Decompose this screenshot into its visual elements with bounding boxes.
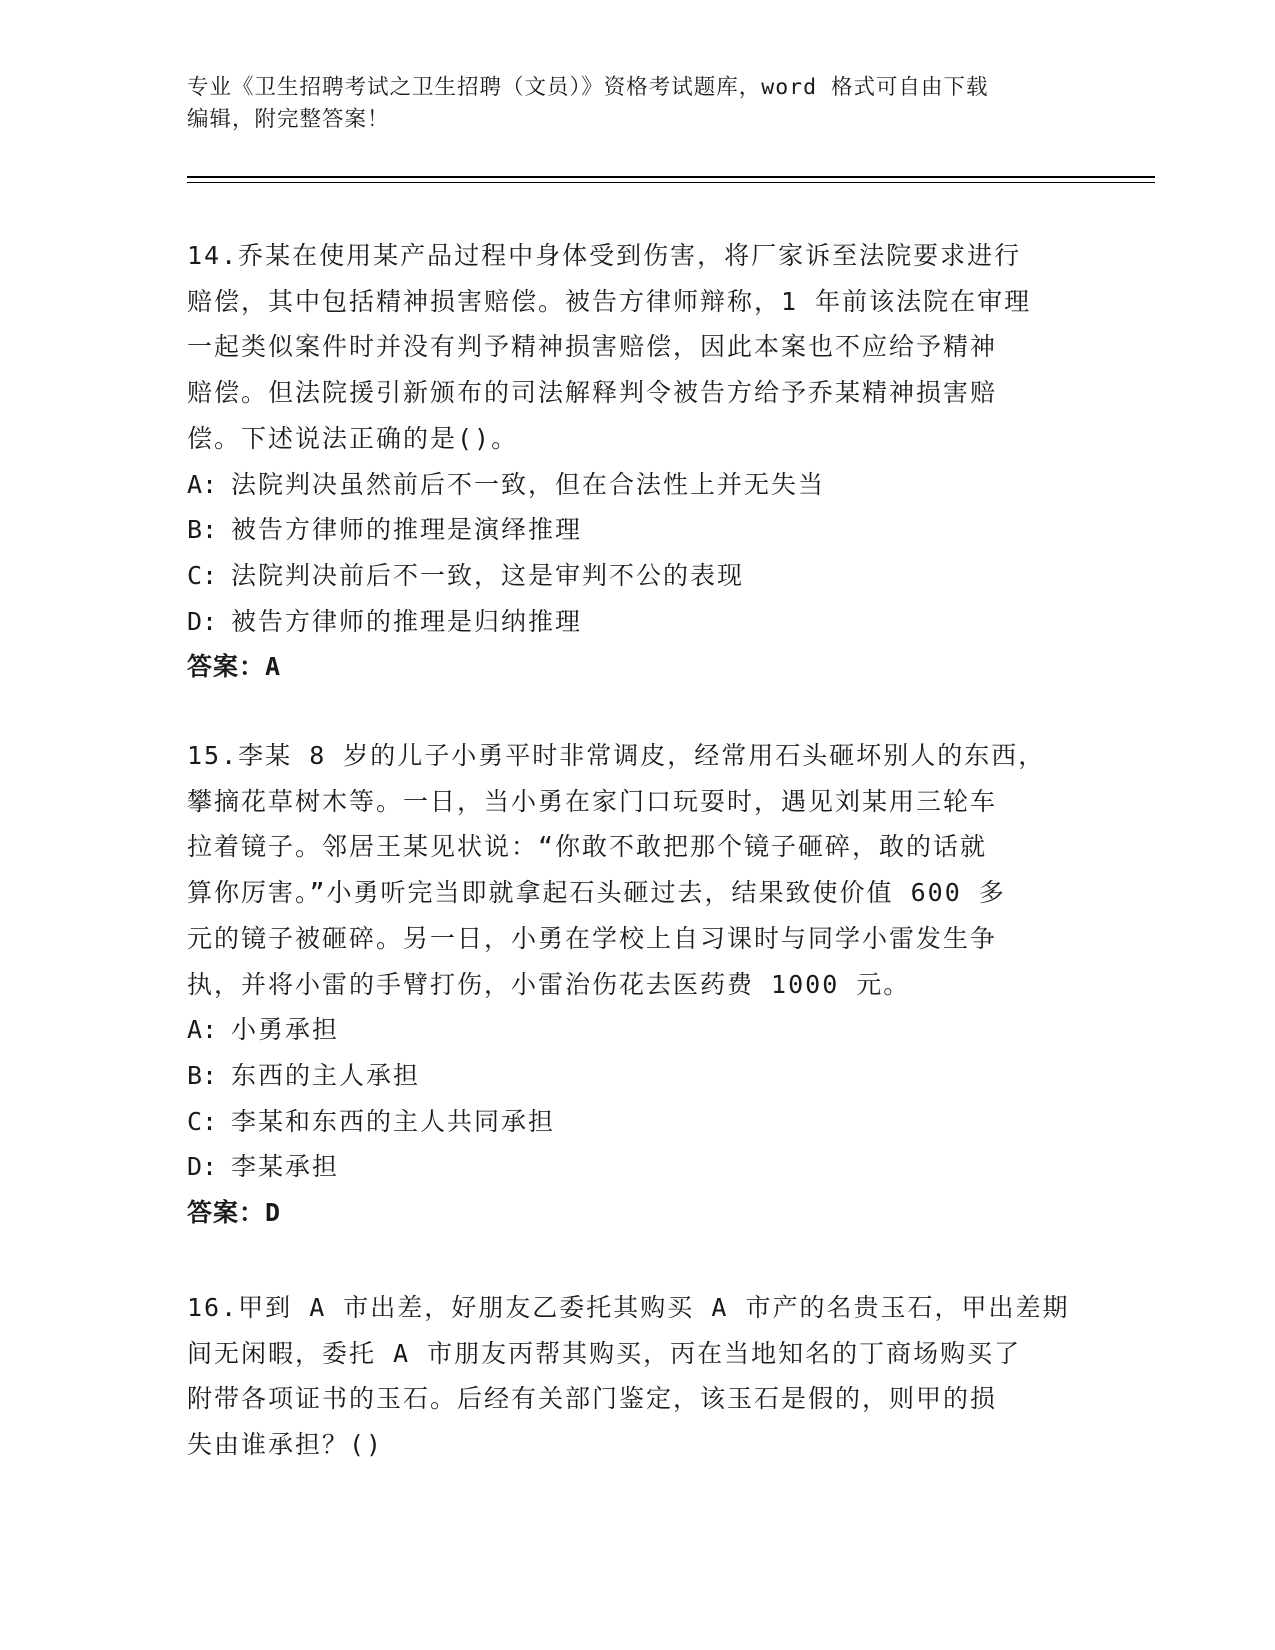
question-stem-line: 附带各项证书的玉石。后经有关部门鉴定，该玉石是假的，则甲的损 [187,1384,998,1414]
option-text: 李某承担 [231,1152,340,1182]
option-letter: A: [187,469,218,499]
option-text: 小勇承担 [231,1015,340,1045]
option-d [187,1144,1087,1190]
option-letter: A: [187,1015,218,1045]
question-stem-line: 16.甲到 A 市出差，好朋友乙委托其购买 A 市产的名贵玉石，甲出差期 [187,1293,1070,1322]
question-15 [187,733,1087,1236]
question-stem-line: 拉着镜子。邻居王某见状说：“你敢不敢把那个镜子砸碎，敢的话就 [187,832,988,862]
option-text: 法院判决前后不一致，这是审判不公的表现 [231,560,745,590]
option-text: 被告方律师的推理是演绎推理 [231,515,583,545]
answer-label: 答案：A [187,652,282,682]
option-b [187,507,1087,553]
option-letter: D: [187,1152,218,1182]
option-d [187,599,1087,645]
option-text: 法院判决虽然前后不一致，但在合法性上并无失当 [231,469,826,499]
question-stem-line: 攀摘花草树木等。一日，当小勇在家门口玩耍时，遇见刘某用三轮车 [187,786,998,816]
option-letter: C: [187,1106,218,1136]
option-b [187,1053,1087,1099]
question-stem-line: 算你厉害。”小勇听完当即就拿起石头砸过去，结果致使价值 600 多 [187,878,1006,908]
option-text: 东西的主人承担 [231,1060,421,1090]
option-a [187,1007,1087,1053]
question-16 [187,1285,1087,1468]
option-letter: C: [187,560,218,590]
header-divider-thin [187,182,1155,183]
question-stem-line: 一起类似案件时并没有判予精神损害赔偿，因此本案也不应给予精神 [187,332,998,362]
option-letter: D: [187,606,218,636]
option-c [187,553,1087,599]
option-a [187,462,1087,508]
answer-label: 答案：D [187,1198,282,1228]
header-divider-thick [187,176,1155,178]
question-stem-line: 间无闲暇，委托 A 市朋友丙帮其购买，丙在当地知名的丁商场购买了 [187,1338,1022,1368]
question-stem-line: 15.李某 8 岁的儿子小勇平时非常调皮，经常用石头砸坏别人的东西， [187,741,1046,770]
question-stem-line: 14.乔某在使用某产品过程中身体受到伤害，将厂家诉至法院要求进行 [187,241,1022,270]
option-text: 李某和东西的主人共同承担 [231,1106,556,1136]
question-stem-line: 赔偿，其中包括精神损害赔偿。被告方律师辩称，1 年前该法院在审理 [187,286,1032,316]
header-line-1: 专业《卫生招聘考试之卫生招聘（文员）》资格考试题库，word 格式可自由下载 [187,75,989,100]
question-stem-line: 执，并将小雷的手臂打伤，小雷治伤花去医药费 1000 元。 [187,969,911,999]
question-14 [187,233,1087,690]
document-header [187,72,1087,136]
option-letter: B: [187,1060,218,1090]
option-letter: B: [187,515,218,545]
question-stem-line: 偿。下述说法正确的是()。 [187,423,519,453]
option-c [187,1099,1087,1145]
question-stem-line: 元的镜子被砸碎。另一日，小勇在学校上自习课时与同学小雷发生争 [187,923,998,953]
question-stem-line: 失由谁承担？() [187,1430,384,1460]
question-stem-line: 赔偿。但法院援引新颁布的司法解释判令被告方给予乔某精神损害赔 [187,378,998,408]
header-line-2: 编辑，附完整答案！ [187,107,390,132]
option-text: 被告方律师的推理是归纳推理 [231,606,583,636]
